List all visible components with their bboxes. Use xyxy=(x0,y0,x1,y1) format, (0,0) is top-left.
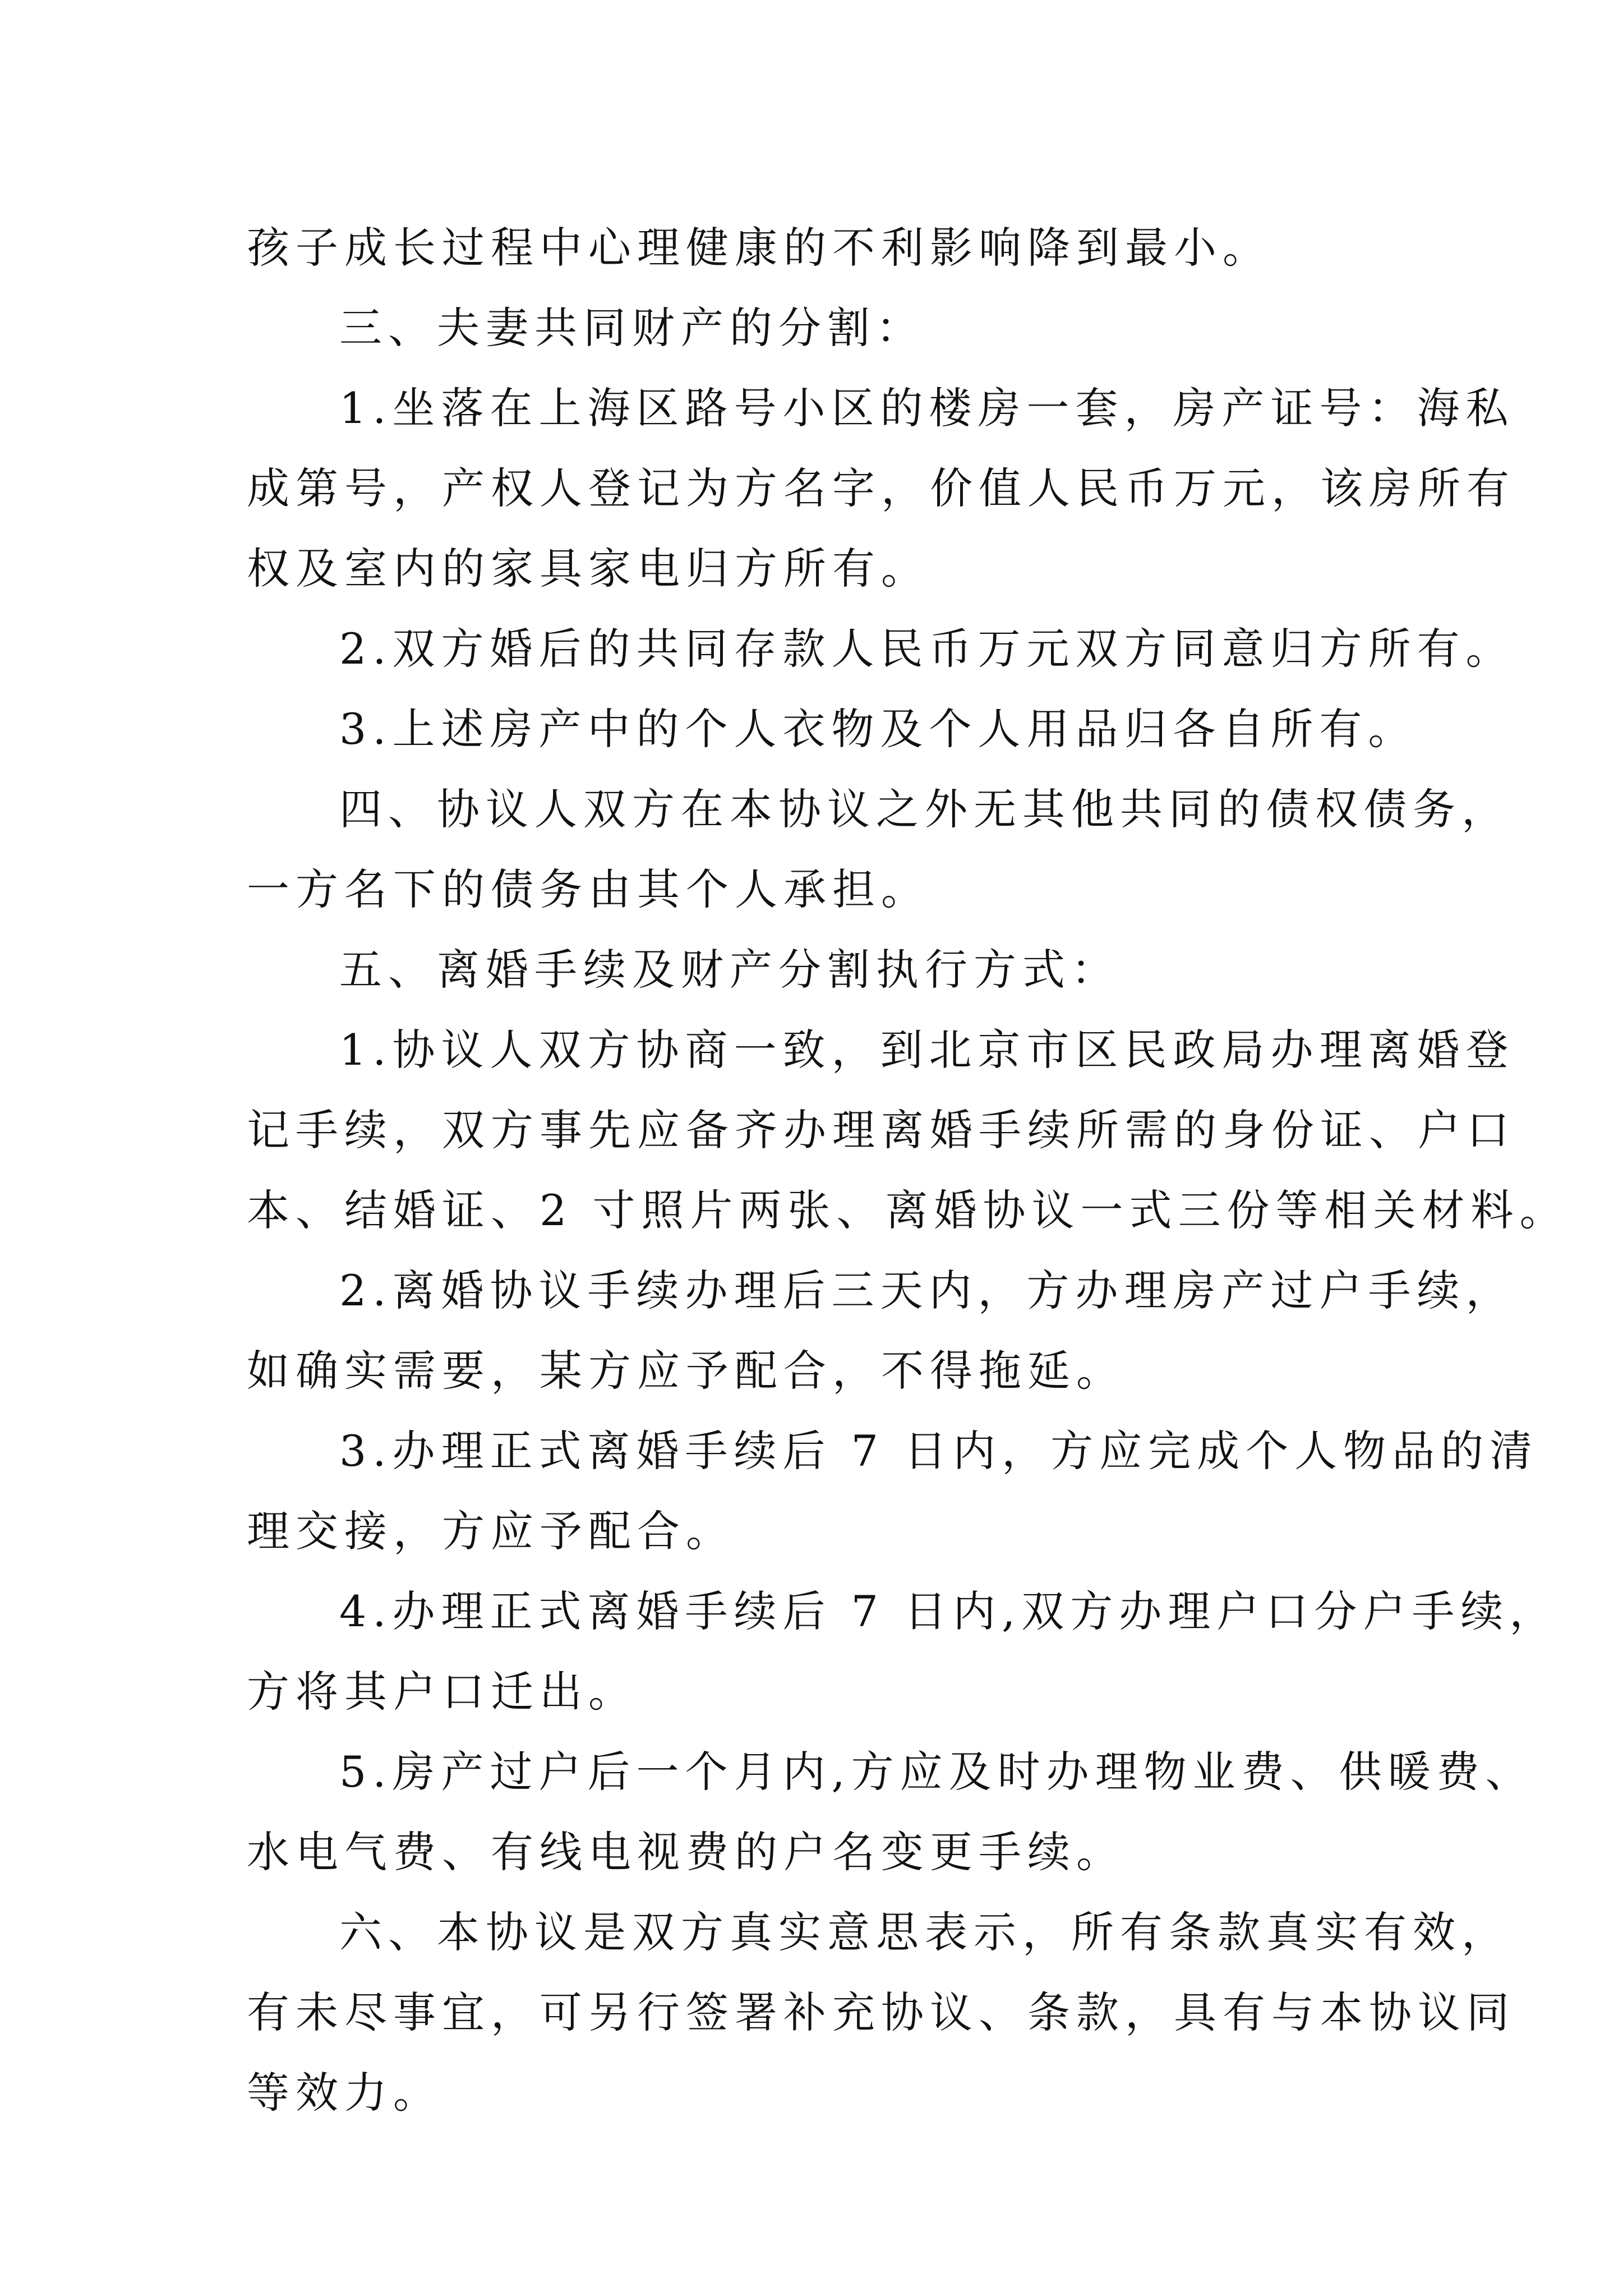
text-line: 理交接，方应予配合。 xyxy=(247,1506,735,1556)
text-line: 有未尽事宜，可另行签署补充协议、条款，具有与本协议同 xyxy=(247,1987,1515,2037)
section-heading: 五、离婚手续及财产分割执行方式： xyxy=(339,945,1120,995)
text-line: 等效力。 xyxy=(247,2068,442,2118)
text-line: 方将其户口迁出。 xyxy=(247,1667,637,1717)
clause-line: 3.上述房产中的个人衣物及个人用品归各自所有。 xyxy=(339,704,1417,754)
text-line: 一方名下的债务由其个人承担。 xyxy=(247,864,930,914)
clause-line: 5.房产过户后一个月内,方应及时办理物业费、供暖费、 xyxy=(339,1747,1534,1797)
clause-line: 2.双方婚后的共同存款人民币万元双方同意归方所有。 xyxy=(339,624,1515,674)
text-line: 成第号，产权人登记为方名字，价值人民币万元，该房所有 xyxy=(247,463,1515,513)
clause-line: 2.离婚协议手续办理后三天内，方办理房产过户手续， xyxy=(339,1266,1515,1315)
clause-line: 4.办理正式离婚手续后 7 日内,双方办理户口分户手续， xyxy=(339,1586,1559,1636)
text-line: 本、结婚证、2 寸照片两张、离婚协议一式三份等相关材料。 xyxy=(247,1185,1569,1235)
text-line: 水电气费、有线电视费的户名变更手续。 xyxy=(247,1827,1125,1877)
clause-line: 1.坐落在上海区路号小区的楼房一套，房产证号：海私 xyxy=(339,383,1515,433)
text-line: 权及室内的家具家电归方所有。 xyxy=(247,544,930,593)
section-heading: 三、夫妻共同财产的分割： xyxy=(339,303,925,353)
clause-line: 3.办理正式离婚手续后 7 日内，方应完成个人物品的清 xyxy=(339,1426,1539,1476)
clause-line: 1.协议人双方协商一致，到北京市区民政局办理离婚登 xyxy=(339,1025,1515,1075)
text-line: 记手续，双方事先应备齐办理离婚手续所需的身份证、户口 xyxy=(247,1105,1515,1155)
text-line: 如确实需要，某方应予配合，不得拖延。 xyxy=(247,1346,1125,1396)
text-line: 孩子成长过程中心理健康的不利影响降到最小。 xyxy=(247,223,1271,273)
document-body xyxy=(247,208,1569,2133)
section-heading: 四、协议人双方在本协议之外无其他共同的债权债务， xyxy=(339,784,1510,834)
section-heading: 六、本协议是双方真实意思表示，所有条款真实有效， xyxy=(339,1907,1510,1957)
